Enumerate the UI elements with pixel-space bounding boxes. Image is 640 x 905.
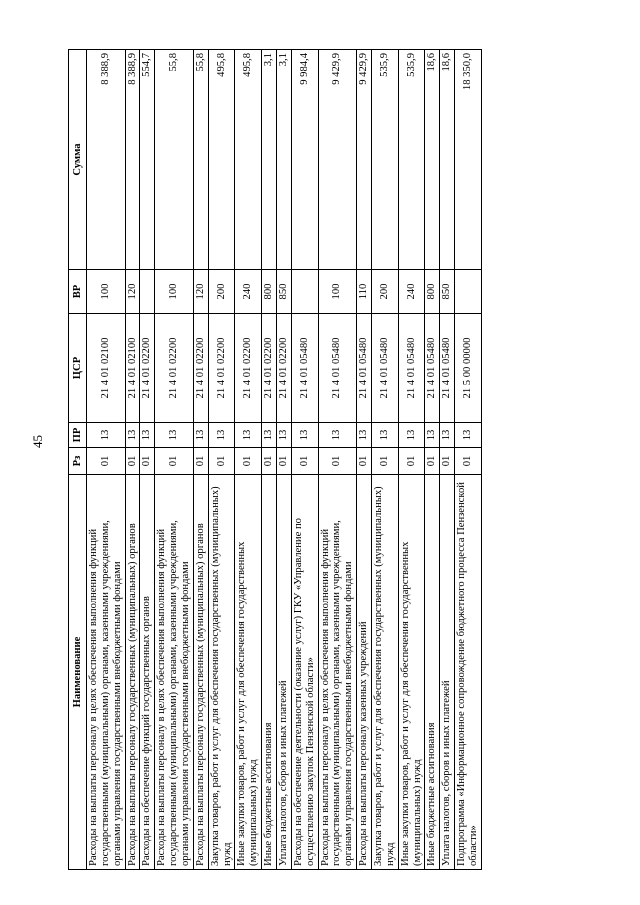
rotated-table-container [68, 50, 544, 870]
cell-pr: 13 [208, 423, 235, 448]
cell-pr: 13 [318, 423, 357, 448]
cell-pr: 13 [125, 423, 140, 448]
table-body [87, 50, 482, 870]
table-row [193, 50, 208, 870]
cell-sum: 3,1 [262, 50, 277, 270]
cell-rz: 01 [140, 448, 155, 475]
cell-csr: 21 4 01 02200 [140, 314, 155, 423]
cell-vr [140, 270, 155, 314]
cell-pr: 13 [277, 423, 292, 448]
cell-sum: 55,8 [193, 50, 208, 270]
cell-vr: 110 [357, 270, 372, 314]
cell-csr: 21 4 01 05480 [398, 314, 425, 423]
header-sum: Сумма [69, 50, 87, 270]
cell-csr: 21 4 01 02100 [87, 314, 126, 423]
cell-csr: 21 4 01 02200 [193, 314, 208, 423]
cell-name: Расходы на выплаты персоналу в целях обеспечения выполнения функций государственными (муниципальными) органами, казенными учреждениями, органами управления государственными внебюджетными фондами [87, 475, 126, 870]
cell-sum: 495,8 [235, 50, 262, 270]
cell-name: Расходы на выплаты персоналу государственных (муниципальных) органов [125, 475, 140, 870]
cell-name: Расходы на обеспечение деятельности (оказание услуг) ГКУ «Управление по осуществлению закупок Пензенской области» [291, 475, 318, 870]
table-row [140, 50, 155, 870]
table-row [208, 50, 235, 870]
header-vr: ВР [69, 270, 87, 314]
cell-sum: 18 350,0 [455, 50, 482, 270]
cell-pr: 13 [87, 423, 126, 448]
table-row [235, 50, 262, 870]
cell-sum: 55,8 [155, 50, 194, 270]
cell-vr: 100 [318, 270, 357, 314]
cell-csr: 21 4 01 02200 [277, 314, 292, 423]
cell-csr: 21 4 01 02200 [208, 314, 235, 423]
cell-pr: 13 [398, 423, 425, 448]
cell-rz: 01 [235, 448, 262, 475]
cell-name: Уплата налогов, сборов и иных платежей [440, 475, 455, 870]
table-header-row [69, 50, 87, 870]
cell-vr: 120 [125, 270, 140, 314]
table-row [425, 50, 440, 870]
cell-name: Закупка товаров, работ и услуг для обеспечения государственных (муниципальных) нужд [372, 475, 399, 870]
cell-name: Иные закупки товаров, работ и услуг для обеспечения государственных (муниципальных) нужд [235, 475, 262, 870]
cell-vr: 850 [440, 270, 455, 314]
cell-pr: 13 [372, 423, 399, 448]
cell-pr: 13 [440, 423, 455, 448]
cell-vr: 100 [87, 270, 126, 314]
cell-csr: 21 5 00 00000 [455, 314, 482, 423]
page-number: 45 [30, 435, 45, 448]
cell-rz: 01 [125, 448, 140, 475]
cell-pr: 13 [291, 423, 318, 448]
cell-rz: 01 [440, 448, 455, 475]
header-csr: ЦСР [69, 314, 87, 423]
cell-name: Иные бюджетные ассигнования [425, 475, 440, 870]
table-row [357, 50, 372, 870]
table-row [125, 50, 140, 870]
cell-sum: 18,6 [440, 50, 455, 270]
cell-csr: 21 4 01 05480 [372, 314, 399, 423]
cell-sum: 9 429,9 [318, 50, 357, 270]
cell-sum: 495,8 [208, 50, 235, 270]
cell-rz: 01 [372, 448, 399, 475]
header-rz: Рз [69, 448, 87, 475]
cell-vr: 850 [277, 270, 292, 314]
cell-vr: 800 [262, 270, 277, 314]
table-row [262, 50, 277, 870]
cell-vr: 240 [398, 270, 425, 314]
table-row [372, 50, 399, 870]
cell-csr: 21 4 01 05480 [318, 314, 357, 423]
table-row [277, 50, 292, 870]
cell-pr: 13 [262, 423, 277, 448]
cell-rz: 01 [398, 448, 425, 475]
cell-name: Закупка товаров, работ и услуг для обеспечения государственных (муниципальных) нужд [208, 475, 235, 870]
cell-name: Расходы на выплаты персоналу в целях обеспечения выполнения функций государственными (муниципальными) органами, казенными учреждениями, органами управления государственными внебюджетными фондами [155, 475, 194, 870]
cell-name: Уплата налогов, сборов и иных платежей [277, 475, 292, 870]
cell-rz: 01 [87, 448, 126, 475]
cell-vr: 120 [193, 270, 208, 314]
cell-name: Иные бюджетные ассигнования [262, 475, 277, 870]
cell-pr: 13 [357, 423, 372, 448]
cell-vr [455, 270, 482, 314]
cell-rz: 01 [208, 448, 235, 475]
table-row [87, 50, 126, 870]
cell-csr: 21 4 01 02100 [125, 314, 140, 423]
cell-rz: 01 [155, 448, 194, 475]
cell-pr: 13 [155, 423, 194, 448]
cell-name: Расходы на выплаты персоналу в целях обеспечения выполнения функций государственными (муниципальными) органами, казенными учреждениями, органами управления государственными внебюджетными фондами [318, 475, 357, 870]
cell-name: Подпрограмма «Информационное сопровождение бюджетного процесса Пензенской области» [455, 475, 482, 870]
table-row [291, 50, 318, 870]
cell-csr: 21 4 01 02200 [262, 314, 277, 423]
cell-pr: 13 [140, 423, 155, 448]
cell-csr: 21 4 01 02200 [155, 314, 194, 423]
cell-rz: 01 [425, 448, 440, 475]
cell-rz: 01 [277, 448, 292, 475]
cell-rz: 01 [291, 448, 318, 475]
cell-sum: 9 429,9 [357, 50, 372, 270]
table-row [455, 50, 482, 870]
table-row [318, 50, 357, 870]
cell-rz: 01 [455, 448, 482, 475]
cell-pr: 13 [425, 423, 440, 448]
table-row [398, 50, 425, 870]
cell-csr: 21 4 01 05480 [357, 314, 372, 423]
table-row [155, 50, 194, 870]
header-name: Наименование [69, 475, 87, 870]
cell-sum: 535,9 [398, 50, 425, 270]
cell-sum: 8 388,9 [87, 50, 126, 270]
cell-vr [291, 270, 318, 314]
cell-name: Иные закупки товаров, работ и услуг для обеспечения государственных (муниципальных) нужд [398, 475, 425, 870]
cell-pr: 13 [235, 423, 262, 448]
cell-csr: 21 4 01 02200 [235, 314, 262, 423]
cell-csr: 21 4 01 05480 [425, 314, 440, 423]
cell-vr: 200 [372, 270, 399, 314]
cell-sum: 535,9 [372, 50, 399, 270]
cell-rz: 01 [357, 448, 372, 475]
cell-name: Расходы на обеспечение функций государственных органов [140, 475, 155, 870]
cell-csr: 21 4 01 05480 [440, 314, 455, 423]
cell-rz: 01 [318, 448, 357, 475]
cell-vr: 800 [425, 270, 440, 314]
cell-sum: 554,7 [140, 50, 155, 270]
cell-vr: 200 [208, 270, 235, 314]
cell-rz: 01 [193, 448, 208, 475]
cell-pr: 13 [455, 423, 482, 448]
cell-vr: 240 [235, 270, 262, 314]
cell-name: Расходы на выплаты персоналу государственных (муниципальных) органов [193, 475, 208, 870]
cell-sum: 8 388,9 [125, 50, 140, 270]
cell-csr: 21 4 01 05480 [291, 314, 318, 423]
cell-rz: 01 [262, 448, 277, 475]
cell-sum: 9 984,4 [291, 50, 318, 270]
table-row [440, 50, 455, 870]
header-pr: ПР [69, 423, 87, 448]
cell-sum: 18,6 [425, 50, 440, 270]
cell-name: Расходы на выплаты персоналу казенных учреждений [357, 475, 372, 870]
cell-sum: 3,1 [277, 50, 292, 270]
cell-vr: 100 [155, 270, 194, 314]
budget-table [68, 49, 482, 870]
cell-pr: 13 [193, 423, 208, 448]
